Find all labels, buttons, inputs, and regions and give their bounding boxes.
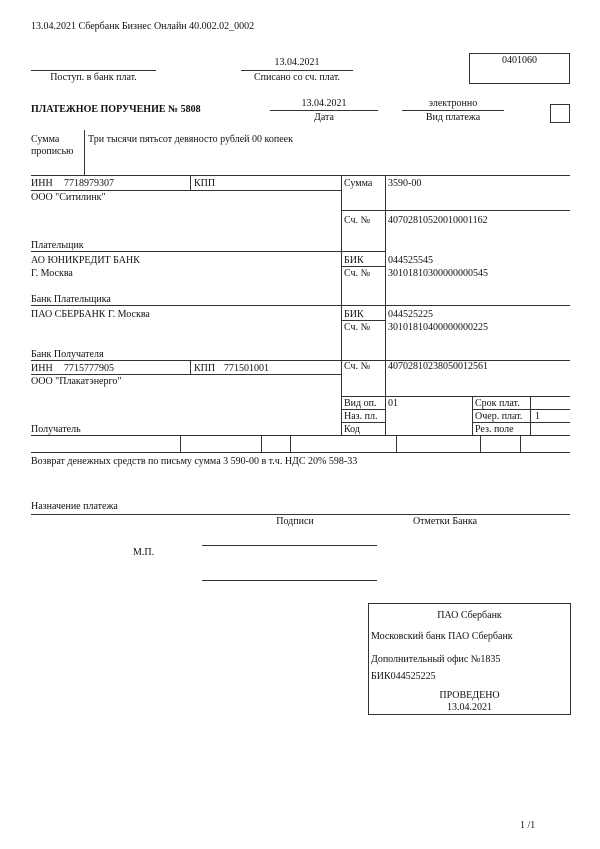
payer-inn-label: ИНН: [31, 178, 53, 189]
code-label: Код: [344, 424, 360, 435]
grid-line-details-2: [341, 422, 385, 423]
purpose-code-label: Наз. пл.: [344, 411, 378, 422]
payee-bank-account-label: Сч. №: [344, 322, 371, 333]
payer-bank-label: Банк Плательщика: [31, 294, 111, 305]
page-number: 1 /1: [520, 820, 536, 831]
purpose-text: Возврат денежных средств по письму сумма 3 590-00 в т.ч. НДС 20% 598-33: [31, 456, 358, 467]
payer-kpp-label: КПП: [194, 178, 216, 189]
priority: 1: [535, 411, 540, 422]
grid-line-top: [31, 175, 570, 176]
grid-col-details-values: [530, 396, 531, 435]
grid-line-payee-account: [341, 396, 570, 397]
bank-stamp-line3: Дополнительный офис №1835: [371, 654, 501, 665]
payee-label: Получатель: [31, 424, 81, 435]
payer-bank-account-label: Сч. №: [344, 268, 371, 279]
payer-inn: 7718979307: [64, 178, 114, 189]
amount-words-text: Три тысячи пятьсот девяносто рублей 00 копеек: [88, 134, 293, 145]
signature-line-1: [202, 545, 377, 546]
payee-inn: 7715777905: [64, 363, 114, 374]
tax-col-6: [520, 435, 521, 452]
payee-bank-name: ПАО СБЕРБАНК Г. Москва: [31, 309, 150, 320]
form-code: 0401060: [502, 55, 537, 66]
payee-kpp: 771501001: [224, 363, 269, 374]
payee-kpp-label: КПП: [194, 363, 216, 374]
payer-label: Плательщик: [31, 240, 84, 251]
tax-col-5: [480, 435, 481, 452]
purpose-line: [31, 514, 570, 515]
sum-label: Сумма: [344, 178, 373, 189]
stamp-place: М.П.: [133, 547, 155, 558]
debited-line: [241, 70, 353, 71]
payee-bank-label: Банк Получателя: [31, 349, 104, 360]
bank-stamp-date: 13.04.2021: [447, 702, 492, 713]
grid-col-details: [472, 396, 473, 435]
grid-line-payer: [31, 251, 385, 252]
amount-words-label-1: Сумма: [31, 134, 60, 145]
bank-stamp-line4: БИК044525225: [371, 671, 436, 682]
bank-stamp-line2: Московский банк ПАО Сбербанк: [371, 631, 513, 642]
payer-name: ООО "Ситилинк": [31, 192, 106, 203]
tax-col-1: [180, 435, 181, 452]
order-date-label: Дата: [314, 112, 334, 123]
priority-label: Очер. плат.: [475, 411, 523, 422]
op-type-label: Вид оп.: [344, 398, 377, 409]
payer-bank-account: 30101810300000000545: [388, 268, 488, 279]
term-label: Срок плат.: [475, 398, 520, 409]
grid-line-sum: [341, 210, 570, 211]
grid-line-payer-bik: [341, 266, 385, 267]
grid-line-payee-bik: [341, 320, 385, 321]
payer-bank-city: Г. Москва: [31, 268, 73, 279]
bank-marks-label: Отметки Банка: [412, 516, 478, 527]
bank-stamp-line1: ПАО Сбербанк: [437, 610, 502, 621]
payer-bank-bik: 044525545: [388, 255, 433, 266]
bank-received-label: Поступ. в банк плат.: [50, 72, 137, 83]
form-code-box: [469, 53, 570, 84]
debited-label: Списано со сч. плат.: [253, 72, 341, 83]
payer-account-label: Сч. №: [344, 215, 371, 226]
payee-name: ООО "Плакатэнерго": [31, 376, 122, 387]
grid-line-payee-inn: [31, 374, 341, 375]
payment-type-code-box: [550, 104, 570, 123]
payee-bank-bik: 044525225: [388, 309, 433, 320]
grid-line-payee: [31, 435, 570, 436]
order-date: 13.04.2021: [301, 98, 347, 109]
order-date-line: [270, 110, 378, 111]
sum-value: 3590-00: [388, 178, 422, 189]
document-title: ПЛАТЕЖНОЕ ПОРУЧЕНИЕ № 5808: [31, 104, 201, 115]
tax-col-4: [396, 435, 397, 452]
document-meta: 13.04.2021 Сбербанк Бизнес Онлайн 40.002.02_0002: [31, 21, 255, 32]
signature-line-2: [202, 580, 377, 581]
payee-kpp-divider: [190, 360, 191, 374]
payer-kpp-divider: [190, 175, 191, 190]
grid-line-details-1: [341, 409, 385, 410]
grid-line-details-3: [472, 409, 570, 410]
payee-bank-bik-label: БИК: [344, 309, 364, 320]
payer-bank-bik-label: БИК: [344, 255, 364, 266]
payee-inn-label: ИНН: [31, 363, 53, 374]
signatures-label: Подписи: [276, 516, 314, 527]
grid-line-tax-row: [31, 452, 570, 453]
op-type: 01: [388, 398, 398, 409]
payer-account: 40702810520010001162: [388, 215, 488, 226]
reserve-label: Рез. поле: [475, 424, 514, 435]
tax-col-2: [261, 435, 262, 452]
grid-line-payee-bank: [31, 360, 570, 361]
amount-words-label-2: прописью: [31, 146, 74, 157]
bank-stamp: [368, 603, 571, 715]
purpose-label: Назначение платежа: [31, 501, 118, 512]
payment-type: электронно: [428, 98, 478, 109]
bank-received-line: [31, 70, 156, 71]
grid-line-payer-bank: [31, 305, 570, 306]
payer-bank-name: АО ЮНИКРЕДИТ БАНК: [31, 255, 140, 266]
grid-line-details-4: [472, 422, 570, 423]
bank-stamp-status: ПРОВЕДЕНО: [439, 690, 500, 701]
payment-type-line: [402, 110, 504, 111]
payee-account-label: Сч. №: [344, 361, 371, 372]
payee-account: 40702810238050012561: [388, 361, 488, 372]
amount-words-divider: [84, 130, 85, 175]
tax-col-3: [290, 435, 291, 452]
grid-line-payer-inn: [31, 190, 341, 191]
payment-type-label: Вид платежа: [425, 112, 481, 123]
payee-bank-account: 30101810400000000225: [388, 322, 488, 333]
debited-date: 13.04.2021: [274, 57, 320, 68]
